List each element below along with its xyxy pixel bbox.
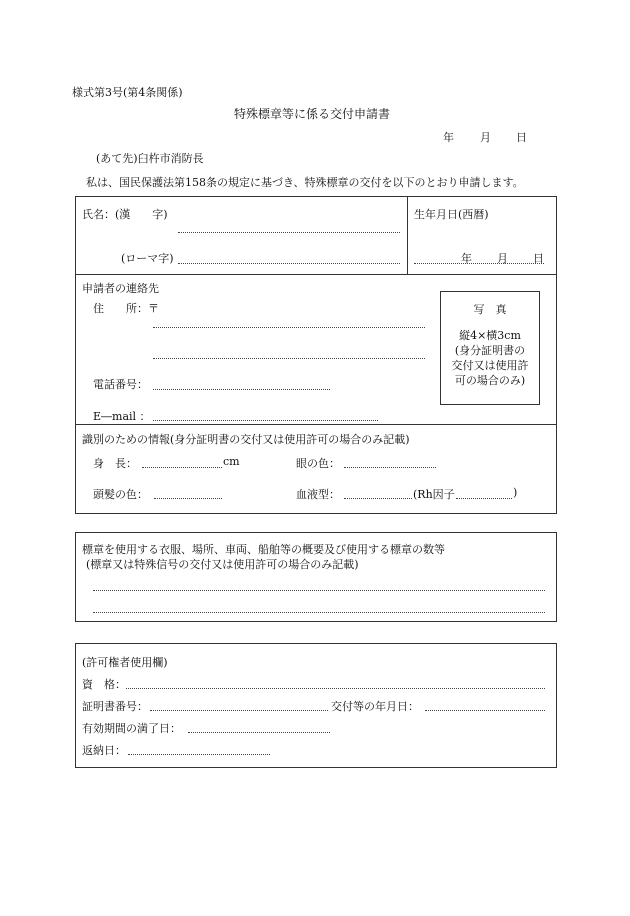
photo-note-line1: (身分証明書の [454,344,526,357]
name-kanji-label: 氏名：(漢 字) [82,208,168,221]
contact-label: 申請者の連絡先 [82,282,159,295]
qualification-field[interactable] [126,688,545,689]
return-date-label: 返納日： [82,744,126,757]
authority-use-label: (許可権者使用欄) [82,656,168,669]
birth-month-label: 月 [497,252,508,265]
name-romaji-field[interactable] [178,263,400,264]
height-unit: cm [223,455,240,468]
issue-date-field[interactable] [425,710,545,711]
hair-color-field[interactable] [154,498,222,499]
photo-note-line3: 可の場合のみ) [454,374,526,387]
birth-year-label: 年 [461,252,472,265]
application-statement: 私は、国民保護法第158条の規定に基づき、特殊標章の交付を以下のとおり申請します。 [86,176,524,189]
address-field-line1[interactable] [153,327,425,328]
date-year-label: 年 [443,131,454,144]
birthdate-label: 生年月日(西暦) [414,208,489,221]
height-label: 身 長： [93,457,137,470]
addressee: (あて先)臼杵市消防長 [96,152,204,165]
expiry-date-label: 有効期間の満了日： [82,722,181,735]
rh-factor-close: ) [513,486,518,499]
phone-label: 電話番号： [93,378,148,391]
blood-type-field[interactable] [344,498,412,499]
photo-box [440,291,540,405]
usage-description-field-line1[interactable] [93,590,545,591]
usage-description-label: 標章を使用する衣服、場所、車両、船舶等の概要及び使用する標章の数等 [82,543,445,556]
date-day-label: 日 [516,131,527,144]
height-field[interactable] [142,467,222,468]
address-label: 住 所：〒 [93,302,159,315]
eye-color-field[interactable] [344,467,436,468]
date-month-label: 月 [480,131,491,144]
certificate-number-label: 証明書番号： [82,700,148,713]
certificate-number-field[interactable] [150,710,328,711]
name-romaji-label: (ローマ字) [121,252,174,265]
rh-factor-label: (Rh因子 [413,488,455,501]
blood-type-label: 血液型： [296,488,340,501]
birth-day-label: 日 [533,252,544,265]
address-field-line2[interactable] [153,358,425,359]
rh-factor-field[interactable] [456,498,512,499]
photo-size: 縦4×横3cm [459,329,521,342]
email-label: E―mail ： [93,410,151,423]
divider-horizontal [75,274,557,275]
usage-description-note: (標章又は特殊信号の交付又は使用許可の場合のみ記載) [86,558,359,571]
identification-info-label: 識別のための情報(身分証明書の交付又は使用許可の場合のみ記載) [82,433,410,446]
expiry-date-field[interactable] [188,732,330,733]
divider-vertical [407,196,408,274]
divider-horizontal [75,424,557,425]
issue-date-label: 交付等の年月日： [331,700,419,713]
photo-note-line2: 交付又は使用許 [451,359,529,372]
eye-color-label: 眼の色： [296,457,340,470]
birthdate-field[interactable] [414,263,544,264]
photo-title: 写 真 [473,303,507,316]
form-title: 特殊標章等に係る交付申請書 [234,107,391,121]
return-date-field[interactable] [128,754,270,755]
usage-description-field-line2[interactable] [93,612,545,613]
qualification-label: 資 格： [82,678,126,691]
hair-color-label: 頭髪の色： [93,488,148,501]
phone-field[interactable] [153,389,330,390]
form-number: 様式第3号(第4条関係) [72,86,183,99]
name-kanji-field[interactable] [178,232,400,233]
email-field[interactable] [153,420,378,421]
